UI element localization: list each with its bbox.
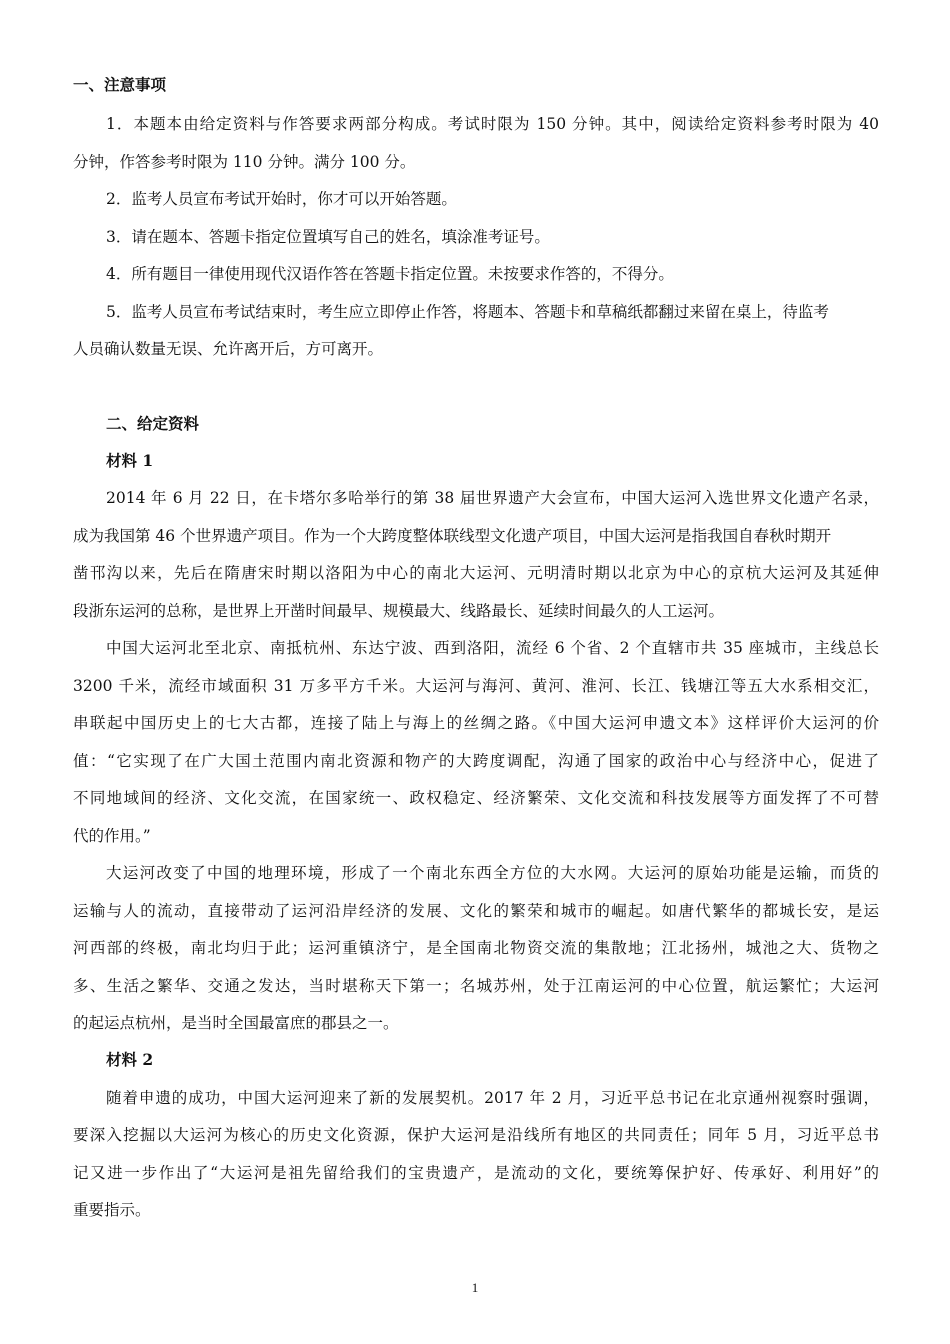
material-2-title: 材料 2 xyxy=(106,1050,154,1069)
notice-heading: 一、注意事项 xyxy=(73,75,167,94)
page-number: 1 xyxy=(471,1280,479,1295)
material-1-paragraph-1-line: 成为我国第 46 个世界遗产项目。作为一个大跨度整体联线型文化遗产项目，中国大运河是指我国自春秋时期开 xyxy=(73,527,832,545)
material-1-paragraph-2-line: 3200 千米，流经市域面积 31 万多平方千米。大运河与海河、黄河、淮河、长江、钱塘江等五大水系相交汇， xyxy=(73,677,879,695)
material-2-paragraph-1-line: 记又进一步作出了“大运河是祖先留给我们的宝贵遗产，是流动的文化，要统筹保护好、传承好、利用好”的 xyxy=(73,1164,879,1182)
material-1-paragraph-3-line: 大运河改变了中国的地理环境，形成了一个南北东西全方位的大水网。大运河的原始功能是运输，而货的 xyxy=(106,864,879,882)
material-2-paragraph-1-line: 重要指示。 xyxy=(73,1201,151,1219)
material-2-paragraph-1-line: 要深入挖掘以大运河为核心的历史文化资源，保护大运河是沿线所有地区的共同责任；同年 5 月，习近平总书 xyxy=(73,1126,879,1144)
notice-item-2: 2．监考人员宣布考试开始时，你才可以开始答题。 xyxy=(106,190,457,208)
notice-item-4: 4．所有题目一律使用现代汉语作答在答题卡指定位置。未按要求作答的，不得分。 xyxy=(106,265,674,283)
notice-item-5-line-1: 5．监考人员宣布考试结束时，考生应立即停止作答，将题本、答题卡和草稿纸都翻过来留在桌上，待监考 xyxy=(106,303,829,321)
notice-item-1-line-1: 1．本题本由给定资料与作答要求两部分构成。考试时限为 150 分钟。其中，阅读给定资料参考时限为 40 xyxy=(106,115,879,133)
material-2-paragraph-1-line: 随着申遗的成功，中国大运河迎来了新的发展契机。2017 年 2 月，习近平总书记在北京通州视察时强调， xyxy=(106,1089,879,1107)
notice-item-3: 3．请在题本、答题卡指定位置填写自己的姓名，填涂准考证号。 xyxy=(106,228,550,246)
material-1-paragraph-1-line: 凿邗沟以来，先后在隋唐宋时期以洛阳为中心的南北大运河、元明清时期以北京为中心的京杭大运河及其延伸 xyxy=(73,564,879,582)
material-1-paragraph-2-line: 代的作用。” xyxy=(73,827,151,845)
material-1-paragraph-3-line: 运输与人的流动，直接带动了运河沿岸经济的发展、文化的繁荣和城市的崛起。如唐代繁华的都城长安，是运 xyxy=(73,902,879,920)
materials-heading: 二、给定资料 xyxy=(106,414,200,433)
material-1-paragraph-2-line: 不同地域间的经济、文化交流，在国家统一、政权稳定、经济繁荣、文化交流和科技发展等方面发挥了不可替 xyxy=(73,789,879,807)
material-1-paragraph-2-line: 串联起中国历史上的七大古都，连接了陆上与海上的丝绸之路。《中国大运河申遗文本》这样评价大运河的价 xyxy=(73,714,879,732)
material-1-paragraph-2-line: 中国大运河北至北京、南抵杭州、东达宁波、西到洛阳，流经 6 个省、2 个直辖市共 35 座城市，主线总长 xyxy=(106,639,879,657)
material-1-paragraph-1-line: 段浙东运河的总称，是世界上开凿时间最早、规模最大、线路最长、延续时间最久的人工运河。 xyxy=(73,602,725,620)
material-1-paragraph-3-line: 的起运点杭州，是当时全国最富庶的郡县之一。 xyxy=(73,1014,399,1032)
material-1-title: 材料 1 xyxy=(106,451,154,470)
material-1-paragraph-1-line: 2014 年 6 月 22 日，在卡塔尔多哈举行的第 38 届世界遗产大会宣布，中国大运河入选世界文化遗产名录， xyxy=(106,489,879,507)
material-1-paragraph-3-line: 多、生活之繁华、交通之发达，当时堪称天下第一；名城苏州，处于江南运河的中心位置，航运繁忙；大运河 xyxy=(73,977,879,995)
notice-item-5-line-2: 人员确认数量无误、允许离开后，方可离开。 xyxy=(73,340,384,358)
material-1-paragraph-2-line: 值：“它实现了在广大国土范围内南北资源和物产的大跨度调配，沟通了国家的政治中心与经济中心，促进了 xyxy=(73,752,879,770)
material-1-paragraph-3-line: 河西部的终极，南北均归于此；运河重镇济宁，是全国南北物资交流的集散地；江北扬州，城池之大、货物之 xyxy=(73,939,879,957)
notice-item-1-line-2: 分钟，作答参考时限为 110 分钟。满分 100 分。 xyxy=(73,153,416,171)
